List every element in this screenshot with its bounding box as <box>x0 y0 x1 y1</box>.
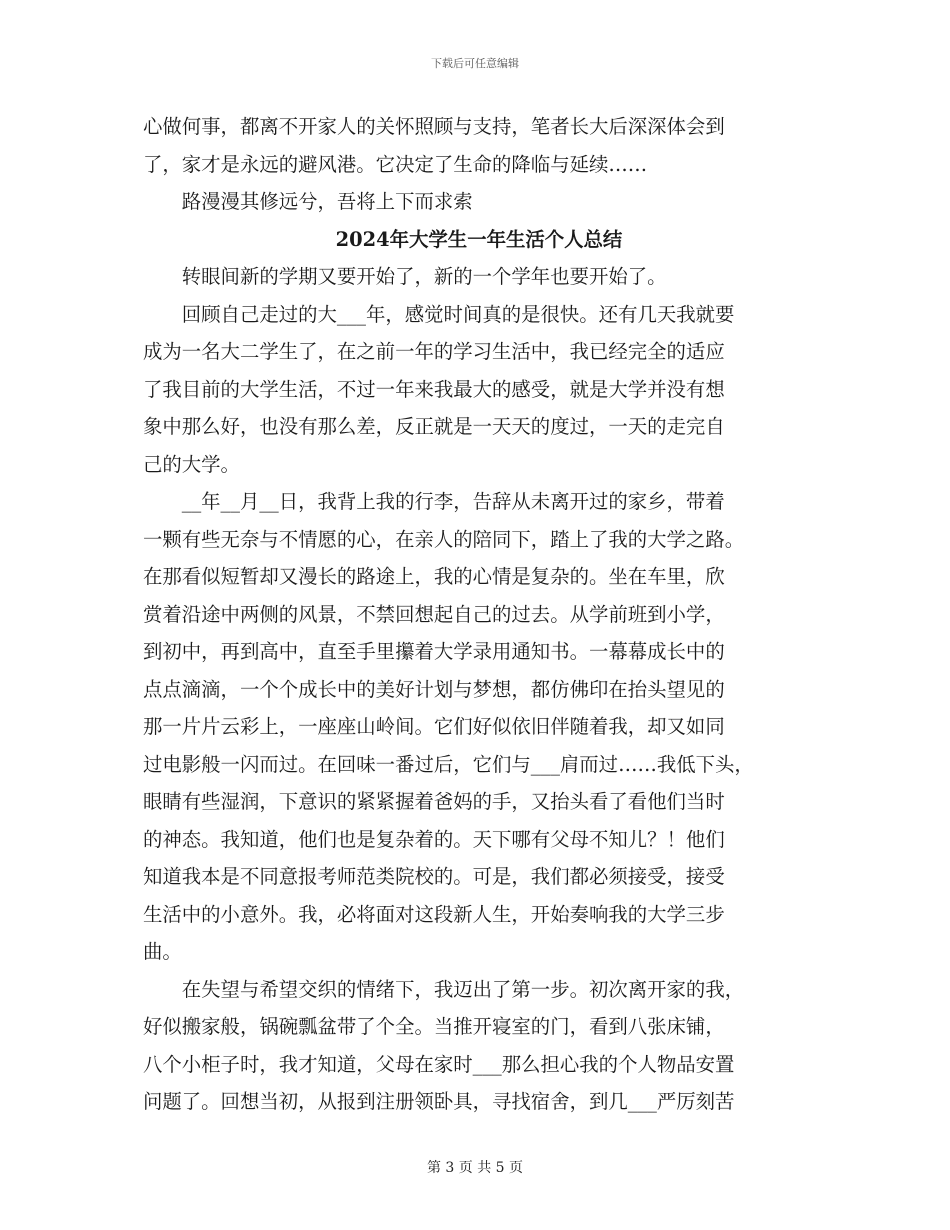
paragraph-line: 己的大学。 <box>143 452 240 476</box>
paragraph-line: 到初中，再到高中，直至手里攥着大学录用通知书。一幕幕成长中的 <box>143 640 725 663</box>
paragraph-line: 回顾自己走过的大___年，感觉时间真的是很快。还有几天我就要 <box>143 302 735 326</box>
paragraph-line: 八个小柜子时，我才知道，父母在家时___那么担心我的个人物品安置 <box>143 1052 735 1076</box>
document-body <box>143 108 815 1121</box>
paragraph-line: 成为一名大二学生了，在之前一年的学习生活中，我已经完全的适应 <box>143 340 725 363</box>
paragraph-line: 了，家才是永远的避风港。它决定了生命的降临与延续…… <box>143 152 648 176</box>
page-header: 下载后可任意编辑 <box>431 57 519 70</box>
paragraph-line: 知道我本是不同意报考师范类院校的。可是，我们都必须接受，接受 <box>143 865 725 888</box>
paragraph-line: 眼睛有些湿润，下意识的紧紧握着爸妈的手，又抬头看了看他们当时 <box>143 790 725 813</box>
paragraph-line: 路漫漫其修远兮，吾将上下而求索 <box>143 190 473 213</box>
paragraph-line: 过电影般一闪而过。在回味一番过后，它们与___肩而过……我低下头， <box>143 752 754 776</box>
paragraph-line: 在失望与希望交织的情绪下，我迈出了第一步。初次离开家的我， <box>143 977 745 1001</box>
document-title: 2024年大学生一年生活个人总结 <box>335 227 623 251</box>
paragraph-line: 问题了。回想当初，从报到注册领卧具，寻找宿舍，到几___严厉刻苦 <box>143 1090 735 1113</box>
paragraph-line: 心做何事，都离不开家人的关怀照顾与支持，笔者长大后深深体会到 <box>143 115 725 138</box>
paragraph-line: 赏着沿途中两侧的风景，不禁回想起自己的过去。从学前班到小学， <box>143 602 725 626</box>
paragraph-line: 点点滴滴，一个个成长中的美好计划与梦想，都仿佛印在抬头望见的 <box>143 677 725 701</box>
page-footer: 第 3 页 共 5 页 <box>426 1160 524 1176</box>
paragraph-line: 象中那么好，也没有那么差，反正就是一天天的度过，一天的走完自 <box>143 415 725 438</box>
paragraph-line: 转眼间新的学期又要开始了，新的一个学年也要开始了。 <box>143 265 667 288</box>
paragraph-line: 那一片片云彩上，一座座山岭间。它们好似依旧伴随着我，却又如同 <box>143 715 725 738</box>
paragraph-line: 曲。 <box>143 940 182 963</box>
paragraph-line: 生活中的小意外。我，必将面对这段新人生，开始奏响我的大学三步 <box>143 902 725 926</box>
paragraph-line: 在那看似短暂却又漫长的路途上，我的心情是复杂的。坐在车里，欣 <box>143 565 725 588</box>
paragraph-line: 好似搬家般，锅碗瓢盆带了个全。当推开寝室的门，看到八张床铺， <box>143 1015 725 1038</box>
paragraph-line: 了我目前的大学生活，不过一年来我最大的感受，就是大学并没有想 <box>143 377 725 401</box>
paragraph-line: 的神态。我知道，他们也是复杂着的。天下哪有父母不知儿？！他们 <box>143 827 725 851</box>
paragraph-line: 一颗有些无奈与不情愿的心，在亲人的陪同下，踏上了我的大学之路。 <box>143 527 745 551</box>
paragraph-line: __年__月__日，我背上我的行李，告辞从未离开过的家乡，带着 <box>143 490 725 513</box>
